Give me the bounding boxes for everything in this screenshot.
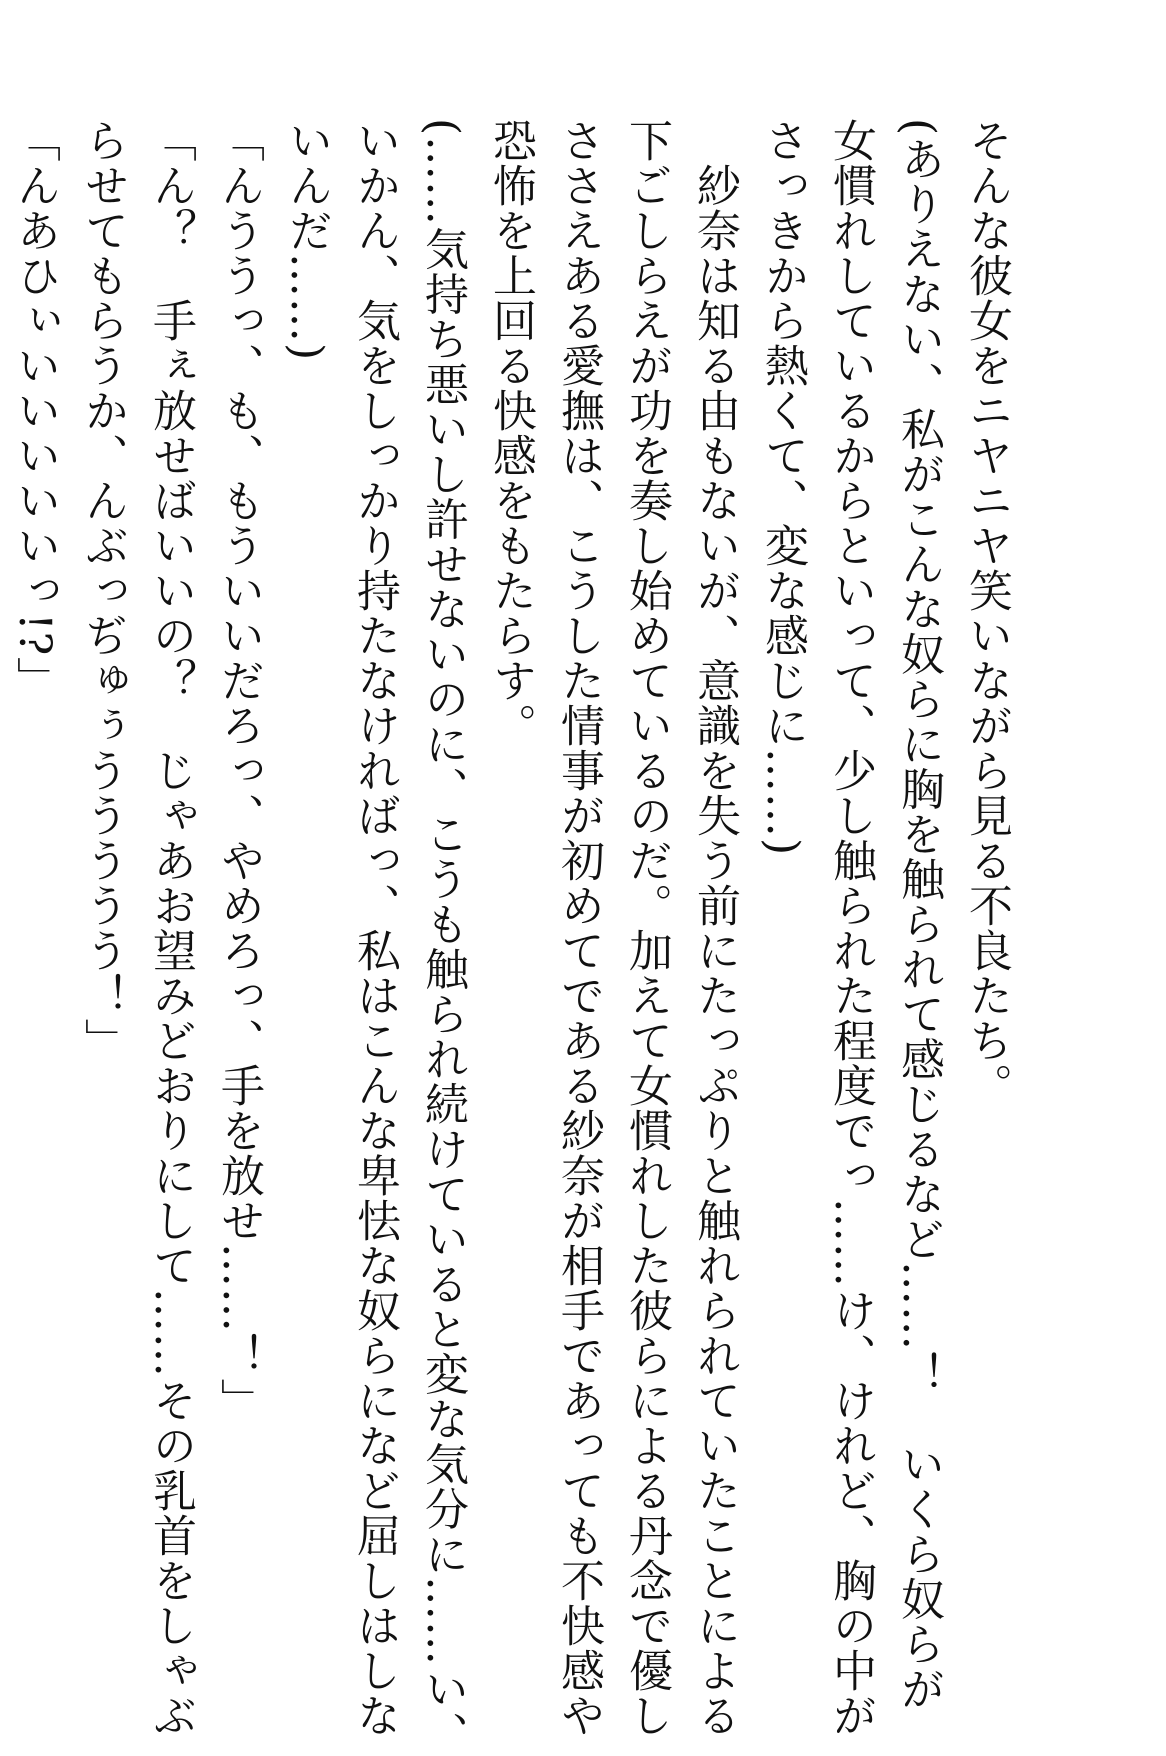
text-line: 「ん？ 手ぇ放せばいいの？ じゃあお望みどおりにして……その乳首をしゃぶ — [145, 118, 196, 1738]
text-line: 下ごしらえが功を奏し始めているのだ。加えて女慣れした彼らによる丹念で優し — [621, 118, 672, 1738]
text-line: ささえある愛撫は、こうした情事が初めてである紗奈が相手であっても不快感や — [553, 118, 604, 1738]
text-line: 「んあひぃいいいいいっ!?」 — [9, 118, 60, 702]
text-line: 女慣れしているからといって、少し触られた程度でっ……け、けれど、胸の中が — [825, 118, 876, 1738]
text-line: 紗奈は知る由もないが、意識を失う前にたっぷりと触れられていたことによる — [689, 118, 740, 1738]
text-line: いかん、気をしっかり持たなければっ、私はこんな卑怯な奴らになど屈しはしな — [349, 118, 400, 1738]
text-line: さっきから熱くて、変な感じに……) — [757, 118, 808, 857]
text-line: そんな彼女をニヤニヤ笑いながら見る不良たち。 — [961, 118, 1012, 1108]
text-line: 恐怖を上回る快感をもたらす。 — [485, 118, 536, 748]
text-line: (……気持ち悪いし許せないのに、こうも触られ続けていると変な気分に……い、 — [417, 118, 468, 1756]
vertical-text-body — [0, 118, 1020, 1756]
text-line: らせてもらうか、んぶっぢゅぅううううう！」 — [77, 118, 128, 1063]
text-line: いんだ……) — [281, 118, 332, 362]
text-line: (ありえない、私がこんな奴らに胸を触られて感じるなど……！ いくら奴らが — [893, 118, 944, 1712]
text-line: 「んううっ、も、もういいだろっ、やめろっ、手を放せ……！」 — [213, 118, 264, 1423]
